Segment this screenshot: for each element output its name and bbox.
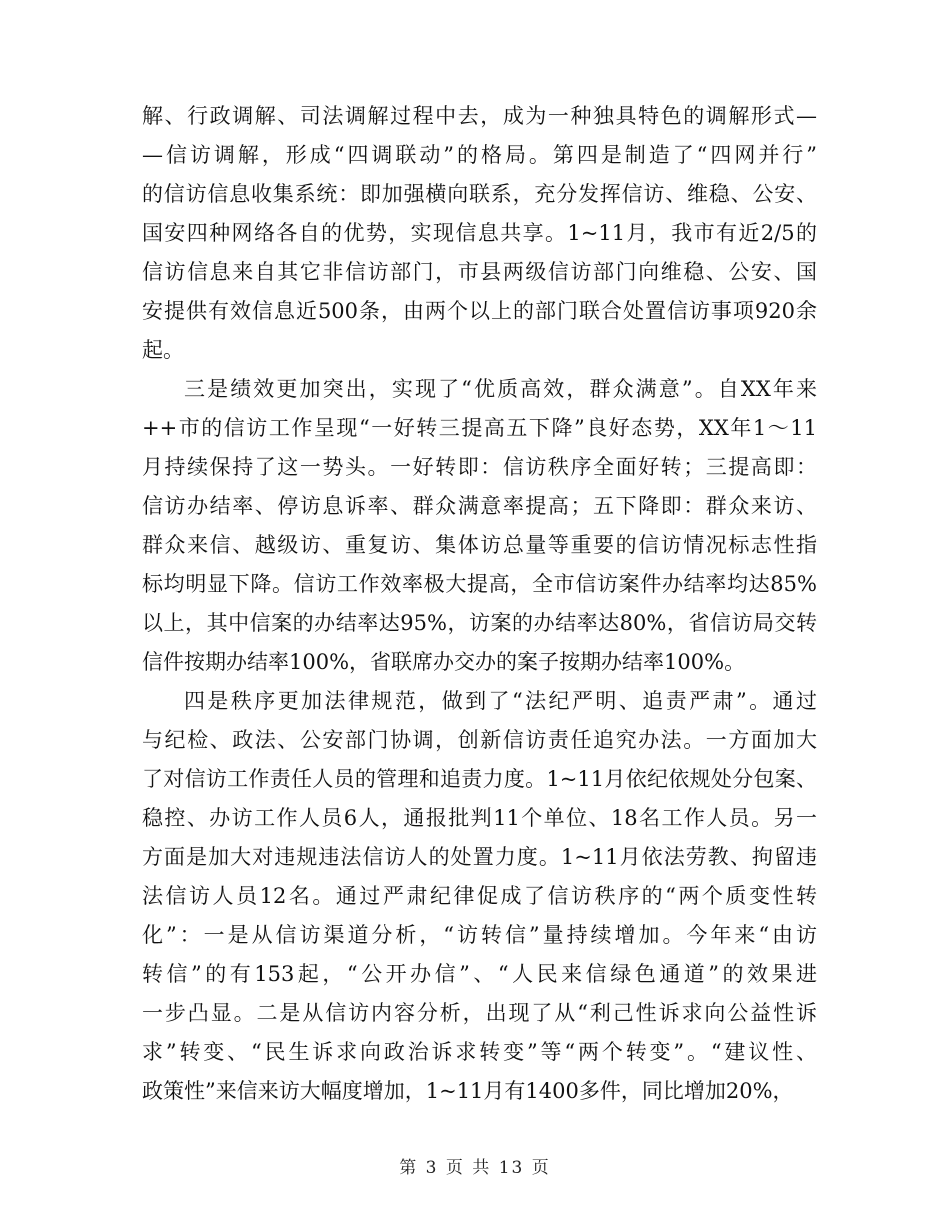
text-line: 月持续保持了这一势头。一好转即：信访秩序全面好转；三提高即： xyxy=(142,455,817,479)
text-line: 法信访人员12名。通过严肃纪律促成了信访秩序的“两个质变性转 xyxy=(142,884,817,908)
text-line: 群众来信、越级访、重复访、集体访总量等重要的信访情况标志性指 xyxy=(142,533,817,557)
text-line: 一步凸显。二是从信访内容分析，出现了从“利己性诉求向公益性诉 xyxy=(142,1001,817,1025)
text-line: 解、行政调解、司法调解过程中去，成为一种独具特色的调解形式— xyxy=(142,104,817,128)
text-line: 信访办结率、停访息诉率、群众满意率提高；五下降即：群众来访、 xyxy=(142,494,817,518)
text-line: 化”：一是从信访渠道分析，“访转信”量持续增加。今年来“由访 xyxy=(142,923,817,947)
text-line: 三是绩效更加突出，实现了“优质高效，群众满意”。自XX年来 xyxy=(184,377,817,401)
text-line: 标均明显下降。信访工作效率极大提高，全市信访案件办结率均达85% xyxy=(142,572,817,596)
paragraph xyxy=(142,97,817,370)
page-footer: 第 3 页 共 13 页 xyxy=(399,1158,551,1178)
text-line: 信访信息来自其它非信访部门，市县两级信访部门向维稳、公安、国 xyxy=(142,260,817,284)
text-line: 的信访信息收集系统：即加强横向联系，充分发挥信访、维稳、公安、 xyxy=(142,182,817,206)
text-line: 四是秩序更加法律规范，做到了“法纪严明、追责严肃”。通过 xyxy=(184,689,817,713)
text-line: 国安四种网络各自的优势，实现信息共享。1~11月，我市有近2/5的 xyxy=(142,221,817,245)
text-line: 信件按期办结率100%，省联席办交办的案子按期办结率100%。 xyxy=(142,650,746,674)
text-line: 稳控、办访工作人员6人，通报批判11个单位、18名工作人员。另一 xyxy=(142,806,817,830)
text-line: 求”转变、“民生诉求向政治诉求转变”等“两个转变”。“建议性、 xyxy=(142,1040,817,1064)
document-body xyxy=(142,97,817,1111)
text-line: 政策性”来信来访大幅度增加，1~11月有1400多件，同比增加20%， xyxy=(142,1079,794,1103)
text-line: ++市的信访工作呈现“一好转三提高五下降”良好态势，XX年1～11 xyxy=(142,416,817,440)
text-line: 安提供有效信息近500条，由两个以上的部门联合处置信访事项920余 xyxy=(142,299,817,323)
text-line: 起。 xyxy=(142,338,184,362)
text-line: 转信”的有153起，“公开办信”、“人民来信绿色通道”的效果进 xyxy=(142,962,817,986)
text-line: —信访调解，形成“四调联动”的格局。第四是制造了“四网并行” xyxy=(142,143,817,167)
paragraph xyxy=(142,682,817,1111)
text-line: 与纪检、政法、公安部门协调，创新信访责任追究办法。一方面加大 xyxy=(142,728,817,752)
text-line: 了对信访工作责任人员的管理和追责力度。1~11月依纪依规处分包案、 xyxy=(142,767,817,791)
text-line: 方面是加大对违规违法信访人的处置力度。1~11月依法劳教、拘留违 xyxy=(142,845,817,869)
paragraph xyxy=(142,370,817,682)
text-line: 以上，其中信案的办结率达95%，访案的办结率达80%，省信访局交转 xyxy=(142,611,817,635)
